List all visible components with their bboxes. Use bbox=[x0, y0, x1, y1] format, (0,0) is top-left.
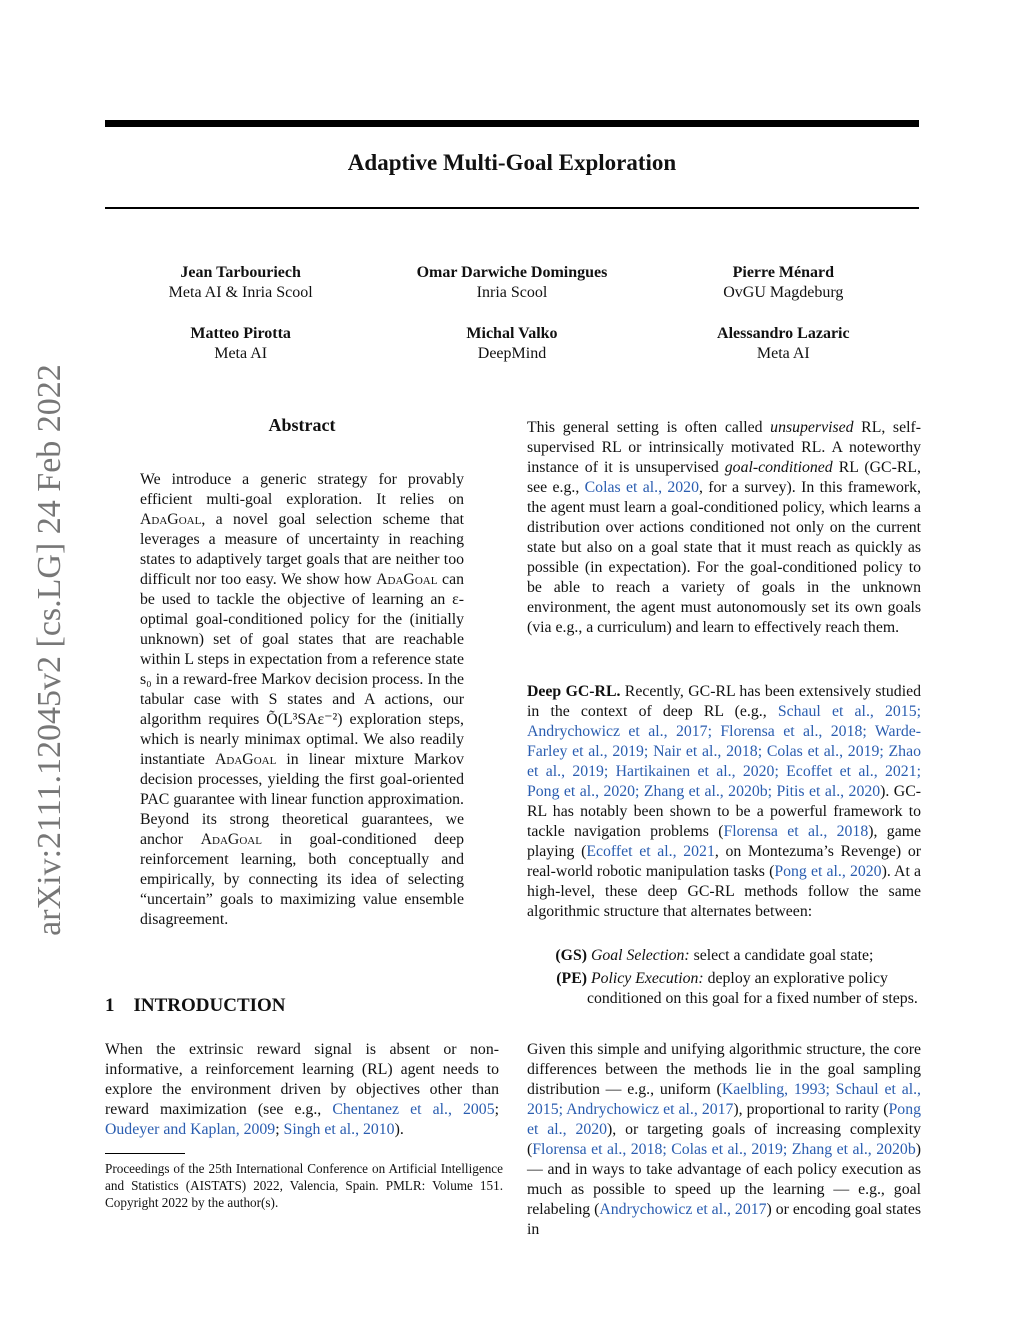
paragraph-text: ) — and in ways to take advantage of each policy execution as much as possible to speed up the learning — e.g., goal relabeling ( bbox=[527, 1141, 921, 1218]
paragraph-heading: Deep GC-RL. bbox=[527, 683, 621, 700]
intro-text-end: ). bbox=[394, 1121, 404, 1138]
section-number: 1 bbox=[105, 995, 115, 1016]
author-affiliation: Meta AI bbox=[756, 345, 810, 362]
list-tag: (GS) bbox=[555, 947, 587, 964]
section-title: INTRODUCTION bbox=[133, 995, 286, 1016]
paragraph-text: This general setting is often called bbox=[527, 419, 771, 436]
method-name: AdaGoal bbox=[200, 831, 262, 848]
author-name: Pierre Ménard bbox=[732, 264, 835, 281]
method-name: AdaGoal bbox=[376, 571, 438, 588]
list-label: Policy Execution: bbox=[590, 970, 704, 987]
abstract-body bbox=[140, 470, 464, 930]
author-name: Jean Tarbouriech bbox=[180, 264, 301, 281]
author-affiliation: Inria Scool bbox=[476, 284, 548, 301]
right-paragraph-3 bbox=[527, 1040, 921, 1240]
paragraph-text: ) or encoding goal states in bbox=[527, 1201, 921, 1238]
citation-link[interactable]: Andrychowicz et al., 2017 bbox=[599, 1201, 767, 1218]
paper-title: Adaptive Multi-Goal Exploration bbox=[347, 150, 677, 175]
abstract-text: in linear mixture Markov decision processes, yielding the first goal-oriented PAC guarantee with linear function approximation. Beyond its strong theoretical guarantees, we anchor bbox=[140, 751, 464, 848]
abstract-text: , a novel goal selection scheme that leverages a measure of uncertainty in reaching states to adaptively target goals that are neither too difficult nor too easy. We show how bbox=[140, 511, 464, 588]
list-item bbox=[527, 969, 921, 1009]
paragraph-text: ). At a high-level, these deep GC-RL methods follow the same algorithmic structure that alternates between: bbox=[527, 863, 922, 920]
intro-text: When the extrinsic reward signal is absent or non-informative, a reinforcement learning (RL) agent needs to explore the environment driven by objectives other than reward maximization (see e.g., bbox=[105, 1041, 499, 1118]
author-card bbox=[111, 323, 371, 364]
abstract-text: in goal-conditioned deep reinforcement learning, both conceptually and empirically, by connecting its idea of selecting “uncertain” goals to maximizing value ensemble disagreement. bbox=[140, 831, 464, 928]
title-bottom-rule bbox=[105, 207, 919, 209]
citation-link[interactable]: Kaelbling, 1993; Schaul et al., 2015; Andrychowicz et al., 2017 bbox=[527, 1081, 921, 1118]
method-name: AdaGoal bbox=[215, 751, 277, 768]
paragraph-text: RL (GC-RL, see e.g., bbox=[527, 459, 921, 496]
list-desc: select a candidate goal state; bbox=[689, 947, 874, 964]
abstract-heading: Abstract bbox=[268, 415, 336, 435]
author-card bbox=[382, 262, 642, 303]
author-name: Alessandro Lazaric bbox=[717, 325, 850, 342]
author-name: Omar Darwiche Domingues bbox=[416, 264, 608, 281]
paragraph-text: RL, self-supervised RL or intrinsically motivated RL. A noteworthy instance of it is unsupervised bbox=[527, 419, 921, 476]
right-paragraph-1 bbox=[527, 418, 921, 638]
author-affiliation: Meta AI bbox=[214, 345, 268, 362]
author-affiliation: DeepMind bbox=[477, 345, 547, 362]
author-name: Matteo Pirotta bbox=[190, 325, 291, 342]
section-heading bbox=[105, 995, 286, 1017]
citation-link[interactable]: Schaul et al., 2015; Andrychowicz et al., 2017; Florensa et al., 2018; Warde-Farley et al., 2019; Nair et al., 2018; Colas et al., 2019; Zhao et al., 2019; Hartikainen et al., 2020; Ecoffet et al., 2021; Pong et al., 2020; Zhang et al., 2020b; Pitis et al., 2020 bbox=[527, 703, 921, 800]
paragraph-text: Recently, GC-RL has been extensively studied in the context of deep RL (e.g., bbox=[527, 683, 921, 720]
right-paragraph-2 bbox=[527, 682, 921, 922]
author-card bbox=[111, 262, 371, 303]
arxiv-identifier[interactable]: arXiv:2111.12045v2 [cs.LG] 24 Feb 2022 bbox=[31, 364, 68, 936]
citation-link[interactable]: Florensa et al., 2018; Colas et al., 2019; Zhang et al., 2020b bbox=[532, 1141, 916, 1158]
abstract-text: We introduce a generic strategy for provably efficient multi-goal exploration. It relies on bbox=[140, 471, 464, 508]
author-row-2 bbox=[105, 323, 919, 364]
paragraph-text: ), or targeting goals of increasing complexity ( bbox=[527, 1121, 921, 1158]
footnote: Proceedings of the 25th International Conference on Artificial Intelligence and Statistics (AISTATS) 2022, Valencia, Spain. PMLR: Volume 151. Copyright 2022 by the author(s). bbox=[105, 1161, 503, 1210]
intro-paragraph: When the extrinsic reward signal is absent or non-informative, a reinforcement learning (RL) agent needs to explore the environment driven by objectives other than reward maximization (see e.g., Chentanez et al., 2005; Oudeyer and Kaplan, 2009; Singh et al., 2010). bbox=[105, 1041, 499, 1138]
list-item bbox=[527, 946, 921, 966]
paragraph-text: ), proportional to rarity ( bbox=[733, 1101, 889, 1118]
author-affiliation: OvGU Magdeburg bbox=[723, 284, 844, 301]
paragraph-text: ). GC-RL has notably been shown to be a powerful framework to tackle navigation problems ( bbox=[527, 783, 921, 840]
method-name: AdaGoal bbox=[140, 511, 202, 528]
emphasis-text: goal-conditioned bbox=[724, 459, 833, 476]
list-text bbox=[587, 946, 921, 966]
paragraph-text: Given this simple and unifying algorithmic structure, the core differences between the methods lie in the goal sampling distribution — e.g., uniform ( bbox=[527, 1041, 921, 1098]
author-name: Michal Valko bbox=[466, 325, 558, 342]
title-top-rule bbox=[105, 120, 919, 127]
paragraph-text: , for a survey). In this framework, the agent must learn a goal-conditioned policy, which learns a distribution over actions conditioned not only on the current state but also on a goal state that it must reach as quickly as possible (in expectation). For the goal-conditioned policy to be able to reach a variety of goals in the unknown environment, the agent must autonomously set its own goals (via e.g., a curriculum) and learn to effectively reach them. bbox=[527, 479, 922, 636]
citation-link[interactable]: Pong et al., 2020 bbox=[527, 1101, 921, 1138]
citation-link[interactable]: Florensa et al., 2018 bbox=[723, 823, 869, 840]
emphasis-text: unsupervised bbox=[770, 419, 854, 436]
list-label: Goal Selection: bbox=[590, 947, 690, 964]
citation-link[interactable]: Colas et al., 2020 bbox=[584, 479, 699, 496]
citation-link[interactable]: Singh et al., 2010 bbox=[283, 1121, 395, 1138]
citation-link[interactable]: Ecoffet et al., 2021 bbox=[586, 843, 715, 860]
citation-link[interactable]: Pong et al., 2020 bbox=[774, 863, 882, 880]
footnote-rule bbox=[105, 1153, 185, 1154]
author-card bbox=[382, 323, 642, 364]
list-desc: deploy an explorative policy conditioned on this goal for a fixed number of steps. bbox=[587, 970, 918, 1007]
citation-link[interactable]: Oudeyer and Kaplan, 2009 bbox=[105, 1121, 276, 1138]
author-row-1 bbox=[105, 262, 919, 303]
author-affiliation: Meta AI & Inria Scool bbox=[168, 284, 313, 301]
paragraph-text: ), game playing ( bbox=[527, 823, 921, 860]
abstract-text: can be used to tackle the objective of learning an ε-optimal goal-conditioned policy for the (initially unknown) set of goal states that are reachable within L steps in expectation from a reference state s₀ in a reward-free Markov decision process. In the tabular case with S states and A actions, our algorithm requires Õ(L³SAε⁻²) exploration steps, which is nearly minimax optimal. We also readily instantiate bbox=[140, 571, 464, 768]
author-block bbox=[105, 262, 919, 384]
author-card bbox=[653, 323, 913, 364]
author-card bbox=[653, 262, 913, 303]
citation-link[interactable]: Chentanez et al., 2005 bbox=[332, 1101, 495, 1118]
structure-list bbox=[527, 946, 921, 1012]
list-tag: (PE) bbox=[556, 970, 587, 987]
paragraph-text: , on Montezuma’s Revenge) or real-world robotic manipulation tasks ( bbox=[527, 843, 921, 880]
list-text bbox=[587, 969, 921, 1009]
